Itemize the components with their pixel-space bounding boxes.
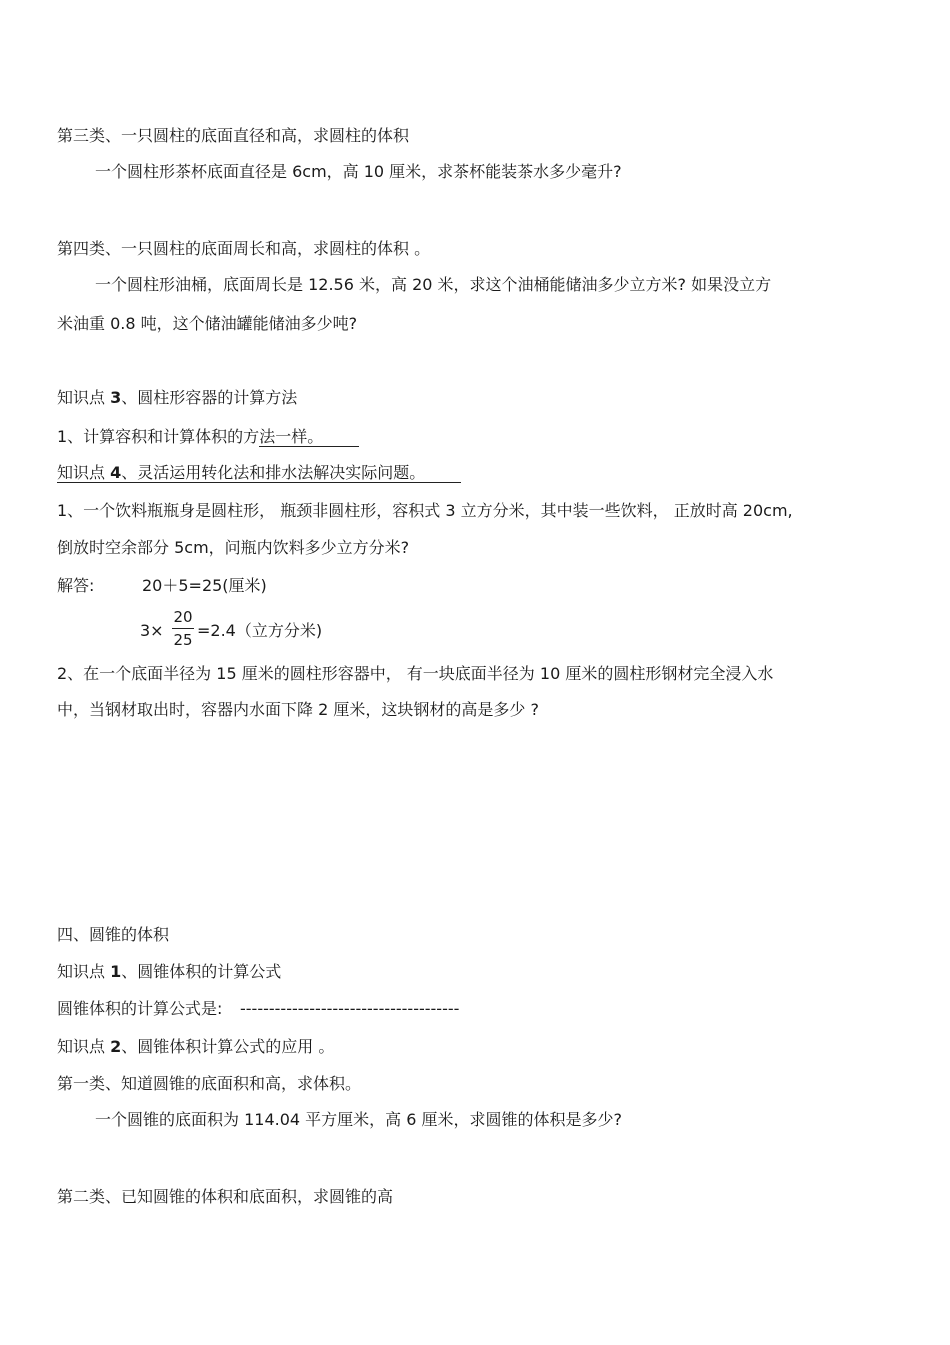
kp4-number: 4 [110,463,122,482]
kp4-title: 、灵活运用转化法和排水法解决实际问题。 [121,463,426,482]
fraction-denominator: 25 [173,631,193,649]
problem-cone-volume: 一个圆锥的底面积为 114.04 平方厘米，高 6 厘米，求圆锥的体积是多少? [95,1110,623,1129]
volume-note-underlined: 法一样。 [259,427,359,447]
kp3-number: 3 [110,388,122,407]
problem-steel-line1: 2、在一个底面半径为 15 厘米的圆柱形容器中， 有一块底面半径为 10 厘米的圆柱形钢材完全浸入水 [57,664,774,683]
problem-oil-drum-line2: 米油重 0.8 吨，这个储油罐能储油多少吨? [57,314,358,333]
kp3-title: 、圆柱形容器的计算方法 [121,388,298,407]
kp3-prefix: 知识点 [57,388,111,407]
problem-steel-line2: 中，当钢材取出时，容器内水面下降 2 厘米，这块钢材的高是多少 ? [57,700,539,719]
fraction-bar [172,628,194,629]
knowledge-point-2-cone [57,1036,334,1058]
kp4-underlined [57,463,461,483]
fraction-numerator: 20 [173,608,193,626]
volume-note-text: 1、计算容积和计算体积的方 [57,427,260,446]
kp1-number: 1 [110,962,122,981]
kp2-prefix: 知识点 [57,1037,111,1056]
kp2-number: 2 [110,1037,122,1056]
heading-cone-category-1: 第一类、知道圆锥的底面积和高，求体积。 [57,1074,362,1093]
kp2-title: 、圆锥体积计算公式的应用 。 [121,1037,335,1056]
kp4-prefix: 知识点 [57,463,111,482]
problem-bottle-line1: 1、一个饮料瓶瓶身是圆柱形， 瓶颈非圆柱形，容积式 3 立方分米，其中装一些饮料， 正放时高 20cm, [57,501,793,520]
cone-formula-label: 圆锥体积的计算公式是: [57,999,223,1018]
knowledge-point-4 [57,462,461,484]
answer-label: 解答: [57,576,95,595]
problem-teacup: 一个圆柱形茶杯底面直径是 6cm，高 10 厘米，求茶杯能装茶水多少毫升? [95,162,622,181]
knowledge-point-1-cone [57,961,281,983]
volume-note [57,426,359,448]
answer-fraction [172,607,194,650]
cone-formula-blank: -------------------------------------- [240,999,460,1018]
problem-bottle-line2: 倒放时空余部分 5cm，问瓶内饮料多少立方分米? [57,538,410,557]
heading-category-4: 第四类、一只圆柱的底面周长和高，求圆柱的体积 。 [57,239,431,258]
section-cone-volume: 四、圆锥的体积 [57,925,170,944]
problem-oil-drum-line1: 一个圆柱形油桶，底面周长是 12.56 米，高 20 米，求这个油桶能储油多少立方米? 如果没立方 [95,275,772,294]
kp1-prefix: 知识点 [57,962,111,981]
knowledge-point-3 [57,387,297,409]
heading-cone-category-2: 第二类、已知圆锥的体积和底面积，求圆锥的高 [57,1187,394,1206]
answer-step-2-rhs: =2.4（立方分米) [197,621,323,640]
answer-step-2-lhs: 3× [140,621,164,640]
heading-category-3: 第三类、一只圆柱的底面直径和高，求圆柱的体积 [57,126,410,145]
answer-step-1: 20＋5=25(厘米) [142,576,267,595]
kp1-title: 、圆锥体积的计算公式 [121,962,282,981]
